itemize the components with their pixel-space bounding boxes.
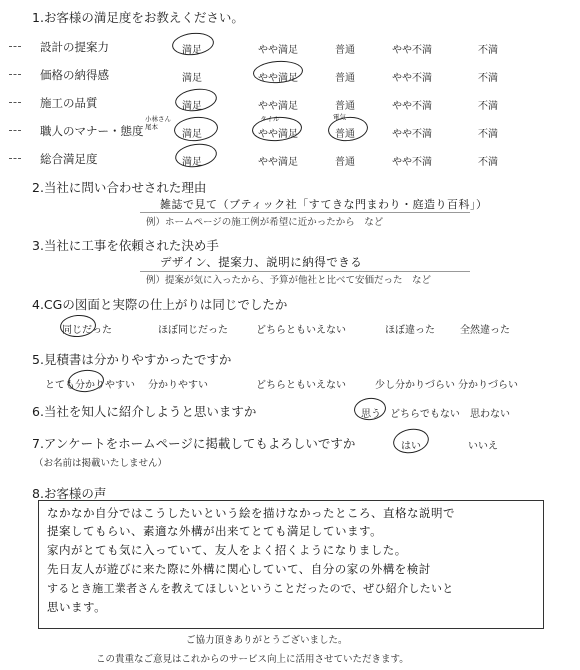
q7-note: （お名前は掲載いたしません）: [34, 458, 168, 469]
q8-comment-box[interactable]: [38, 500, 544, 629]
q1-row-label-quality: 施工の品質: [40, 96, 98, 110]
q4-opt-neither[interactable]: どちらともいえない: [256, 325, 346, 336]
q7-opt-yes[interactable]: はい: [401, 441, 421, 452]
q5-opt-neither[interactable]: どちらともいえない: [256, 380, 346, 391]
q7-opt-no[interactable]: いいえ: [468, 441, 498, 452]
q1-r4-opt-normal[interactable]: 普通: [335, 129, 355, 140]
q1-title: 1.お客様の満足度をお教えください。: [32, 10, 244, 25]
bullet-dash: [9, 74, 21, 75]
q3-answer[interactable]: デザイン、提案力、説明に納得できる: [160, 255, 363, 269]
q1-r1-opt-satisfied[interactable]: 満足: [182, 45, 202, 56]
q1-r1-opt-dis[interactable]: 不満: [478, 45, 498, 56]
q1-r5-opt-somewhat-dis[interactable]: やや不満: [392, 157, 432, 168]
q1-row-label-price: 価格の納得感: [40, 68, 109, 82]
q5-opt-easy[interactable]: 分かりやすい: [148, 380, 208, 391]
q8-line: 思います。: [47, 600, 107, 614]
q4-opt-same[interactable]: 同じだった: [62, 325, 112, 336]
q2-answer[interactable]: 雑誌で見て（ブティック社「すてきな門まわり・庭造り百科」）: [160, 198, 488, 211]
bullet-dash: [9, 130, 21, 131]
q8-line: 先日友人が遊びに来た際に外構に関心していて、自分の家の外構を検討: [47, 562, 431, 576]
q1-r3-opt-normal[interactable]: 普通: [335, 101, 355, 112]
q1-r2-opt-somewhat-dis[interactable]: やや不満: [392, 73, 432, 84]
selected-circle-mark: [174, 141, 219, 170]
selected-circle-mark: [353, 396, 387, 421]
q1-r5-opt-satisfied[interactable]: 満足: [182, 157, 202, 168]
q8-line: 提案してもらい、素適な外構が出来てとても満足しています。: [47, 524, 383, 538]
q4-title: 4.CGの図面と実際の仕上がりは同じでしたか: [32, 297, 288, 312]
q1-r5-opt-dis[interactable]: 不満: [478, 157, 498, 168]
q8-line: 家内がとても気に入っていて、友人をよく招くようになりました。: [47, 543, 407, 557]
selected-circle-mark: [171, 31, 215, 57]
q1-r2-opt-normal[interactable]: 普通: [335, 73, 355, 84]
bullet-dash: [9, 102, 21, 103]
q1-r4-opt-satisfied[interactable]: 満足: [182, 129, 202, 140]
q1-row-label-overall: 総合満足度: [40, 152, 98, 166]
q1-r3-opt-somewhat[interactable]: やや満足: [258, 101, 298, 112]
selected-circle-mark: [391, 426, 431, 456]
q4-opt-totally-different[interactable]: 全然違った: [460, 325, 510, 336]
q2-title: 2.当社に問い合わせされた理由: [32, 180, 207, 195]
q1-r4-note-somewhat: タイル: [260, 115, 280, 123]
q8-line: なかなか自分ではこうしたいという絵を描けなかったところ、直格な説明で: [47, 506, 455, 520]
q5-opt-slightly-hard[interactable]: 少し分かりづらい: [375, 380, 455, 391]
q5-title: 5.見積書は分かりやすかったですか: [32, 352, 232, 367]
q1-r3-opt-satisfied[interactable]: 満足: [182, 101, 202, 112]
q7-title: 7.アンケートをホームページに掲載してもよろしいですか: [32, 436, 356, 451]
q1-r4-note-normal: 電気: [333, 113, 346, 121]
footer-thanks: ご協力頂きありがとうございました。: [186, 635, 348, 646]
q1-r5-opt-somewhat[interactable]: やや満足: [258, 157, 298, 168]
q1-r5-opt-normal[interactable]: 普通: [335, 157, 355, 168]
q1-row-label-manners: 職人のマナー・態度: [40, 124, 144, 138]
q5-opt-hard[interactable]: 分かりづらい: [458, 380, 518, 391]
q1-r4-opt-somewhat[interactable]: やや満足: [258, 129, 298, 140]
q1-r4-opt-dis[interactable]: 不満: [478, 129, 498, 140]
q6-opt-neither[interactable]: どちらでもない: [390, 409, 460, 420]
q1-r4-opt-somewhat-dis[interactable]: やや不満: [392, 129, 432, 140]
q6-title: 6.当社を知人に紹介しようと思いますか: [32, 404, 257, 419]
bullet-dash: [9, 158, 21, 159]
q5-opt-very-easy[interactable]: とても分かりやすい: [45, 380, 135, 391]
q1-r4-note-satisfied: 小林さん尾本: [145, 115, 171, 131]
q1-r1-opt-somewhat[interactable]: やや満足: [258, 45, 298, 56]
q1-r3-opt-dis[interactable]: 不満: [478, 101, 498, 112]
q1-row-label-design: 設計の提案力: [40, 40, 109, 54]
bullet-dash: [9, 46, 21, 47]
q8-line: するとき施工業者さんを教えてほしいということだったので、ぜひ紹介したいと: [47, 582, 454, 595]
footer-closing: この貴重なご意見はこれからのサービス向上に活用させていただきます。: [96, 654, 409, 665]
selected-circle-mark: [174, 86, 219, 114]
q2-answer-line: [140, 212, 470, 213]
q1-r3-opt-somewhat-dis[interactable]: やや不満: [392, 101, 432, 112]
q3-title: 3.当社に工事を依頼された決め手: [32, 238, 219, 253]
q6-opt-no[interactable]: 思わない: [470, 409, 510, 420]
q8-title: 8.お客様の声: [32, 486, 107, 501]
selected-circle-mark: [173, 115, 219, 143]
q3-example: 例）提案が気に入ったから、予算が他社と比べて安価だった など: [146, 275, 432, 286]
q4-opt-almost-different[interactable]: ほぼ違った: [385, 325, 435, 336]
q1-r1-opt-normal[interactable]: 普通: [335, 45, 355, 56]
q1-r2-opt-somewhat[interactable]: やや満足: [258, 73, 298, 84]
q1-r2-opt-satisfied[interactable]: 満足: [182, 73, 202, 84]
q6-opt-yes[interactable]: 思う: [361, 409, 381, 420]
q1-r1-opt-somewhat-dis[interactable]: やや不満: [392, 45, 432, 56]
q4-opt-almost-same[interactable]: ほぼ同じだった: [158, 325, 228, 336]
q2-example: 例）ホームページの施工例が希望に近かったから など: [146, 217, 384, 228]
q1-r2-opt-dis[interactable]: 不満: [478, 73, 498, 84]
